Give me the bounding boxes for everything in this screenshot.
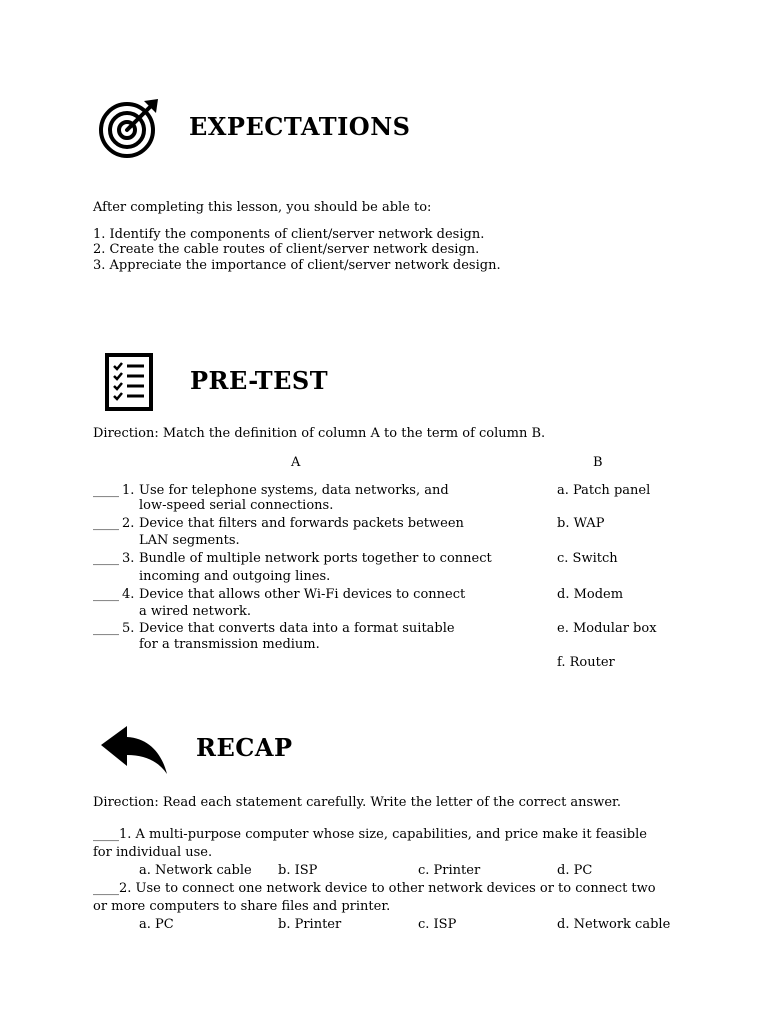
- answer-blank[interactable]: ____: [93, 551, 119, 566]
- recap-question-cont: for individual use.: [93, 845, 213, 860]
- term-option: b. WAP: [557, 516, 605, 531]
- recap-question-cont: or more computers to share files and printer.: [93, 899, 391, 914]
- choice-a: a. Network cable: [139, 863, 252, 878]
- item-definition-cont: for a transmission medium.: [139, 637, 320, 652]
- item-definition: Use for telephone systems, data networks, and: [139, 483, 449, 498]
- expectation-item: 2. Create the cable routes of client/server network design.: [93, 242, 480, 257]
- checklist-icon: [105, 353, 153, 411]
- item-definition: Device that allows other Wi-Fi devices to connect: [139, 587, 466, 602]
- recap-question: ____1. A multi-purpose computer whose size, capabilities, and price make it feasible: [93, 827, 647, 842]
- term-option: e. Modular box: [557, 621, 657, 636]
- answer-blank[interactable]: ____: [93, 483, 119, 498]
- item-definition: Device that filters and forwards packets between: [139, 516, 464, 531]
- term-option: a. Patch panel: [557, 483, 651, 498]
- item-definition: Bundle of multiple network ports together to connect: [139, 551, 492, 566]
- choice-b: b. ISP: [278, 863, 318, 878]
- item-number: 1.: [122, 483, 135, 498]
- item-number: 5.: [122, 621, 135, 636]
- item-definition-cont: low-speed serial connections.: [139, 498, 334, 513]
- answer-blank[interactable]: ____: [93, 621, 119, 636]
- item-definition-cont: incoming and outgoing lines.: [139, 569, 331, 584]
- recap-question: ____2. Use to connect one network device to other network devices or to connect two: [93, 881, 656, 896]
- column-a-header: A: [291, 455, 301, 470]
- answer-blank[interactable]: ____: [93, 516, 119, 531]
- item-number: 4.: [122, 587, 135, 602]
- expectation-item: 1. Identify the components of client/server network design.: [93, 227, 485, 242]
- choice-d: d. Network cable: [557, 917, 671, 932]
- answer-blank[interactable]: ____: [93, 587, 119, 602]
- choice-c: c. ISP: [418, 917, 457, 932]
- choice-c: c. Printer: [418, 863, 481, 878]
- term-option: c. Switch: [557, 551, 618, 566]
- choice-a: a. PC: [139, 917, 174, 932]
- item-number: 2.: [122, 516, 135, 531]
- pretest-direction: Direction: Match the definition of column A to the term of column B.: [93, 426, 546, 441]
- expectations-heading: EXPECTATIONS: [189, 112, 411, 141]
- item-definition: Device that converts data into a format suitable: [139, 621, 455, 636]
- choice-d: d. PC: [557, 863, 593, 878]
- item-definition-cont: LAN segments.: [139, 533, 240, 548]
- expectation-item: 3. Appreciate the importance of client/server network design.: [93, 258, 501, 273]
- expectations-intro: After completing this lesson, you should be able to:: [93, 200, 432, 215]
- item-number: 3.: [122, 551, 135, 566]
- column-b-header: B: [593, 455, 603, 470]
- term-option: d. Modem: [557, 587, 624, 602]
- recap-heading: RECAP: [196, 733, 293, 762]
- item-definition-cont: a wired network.: [139, 604, 251, 619]
- back-arrow-icon: [99, 724, 169, 776]
- target-icon: [98, 97, 160, 159]
- pretest-heading: PRE-TEST: [190, 366, 329, 395]
- term-option: f. Router: [557, 655, 615, 670]
- choice-b: b. Printer: [278, 917, 342, 932]
- recap-direction: Direction: Read each statement carefully. Write the letter of the correct answer.: [93, 795, 621, 810]
